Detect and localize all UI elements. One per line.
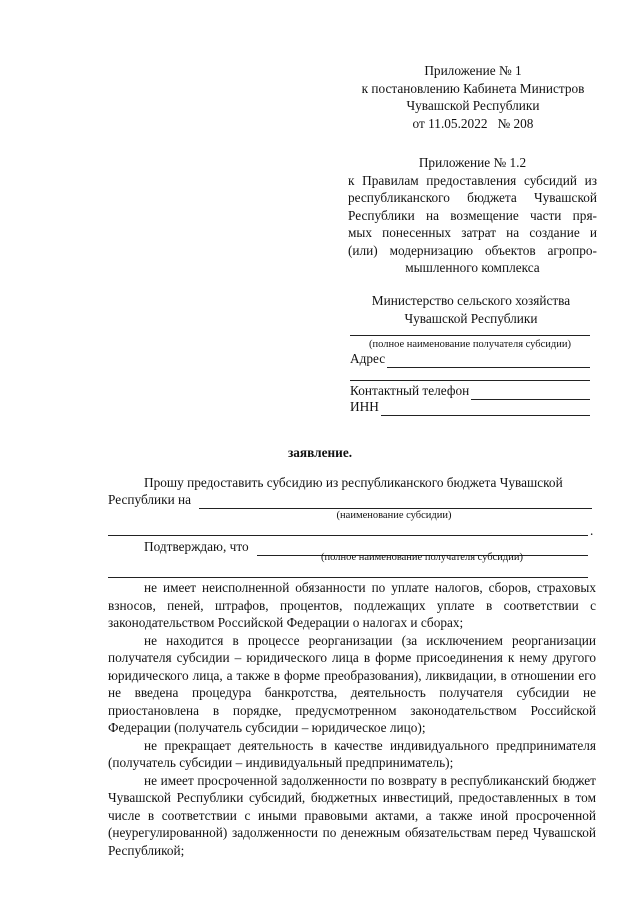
appendix-1-2-line: мышленного комплекса — [405, 260, 540, 275]
addressee-block — [350, 292, 592, 327]
ministry-name: Министерство сельского хозяйства — [371, 293, 571, 308]
appendix-1-header — [340, 62, 606, 132]
request-line-1: Прошу предоставить субсидию из республиканского бюджета Чувашской — [144, 475, 563, 490]
appendix-1-2-line: Республики на возмещение части пря- — [348, 207, 597, 223]
inn-label: ИНН — [350, 399, 379, 414]
confirm-recipient-hint: (полное наименование получателя субсидии) — [321, 552, 523, 563]
inn-row — [350, 398, 590, 416]
request-line-2 — [108, 491, 592, 509]
confirm-label: Подтверждаю, что — [144, 539, 249, 554]
appendix-1-2-title: Приложение № 1.2 — [418, 155, 527, 170]
inn-field[interactable] — [381, 403, 590, 416]
condition-item: не имеет просроченной задолженности по возврату в республиканский бюджет Чувашской Республики субсидий, бюджетных инвестиций, предоставленных в том числе в соответствии с иными правовыми актами, а также иной просроченной (неурегулированной) задолженности по денежным обязательствам перед Чувашской Республикой; — [108, 772, 596, 858]
address-field-line-2[interactable] — [350, 380, 590, 381]
appendix-1-2-line: (или) модернизацию объектов агропро- — [348, 242, 597, 258]
appendix-1-line: Приложение № 1 — [424, 63, 522, 78]
address-field[interactable] — [387, 355, 590, 368]
recipient-name-hint: (полное наименование получателя субсидии) — [369, 339, 571, 350]
address-row — [350, 350, 590, 368]
request-line-2-label: Республики на — [108, 492, 192, 507]
ministry-name: Чувашской Республики — [404, 310, 538, 326]
line-end-dot: . — [590, 523, 594, 538]
condition-item: не прекращает деятельность в качестве индивидуального предпринимателя (получатель субсидии – индивидуальный предприниматель); — [108, 737, 596, 770]
appendix-1-line: Чувашской Республики — [406, 98, 540, 113]
appendix-1-2-line: к Правилам предоставления субсидий из — [348, 172, 597, 188]
appendix-1-2-header — [348, 154, 597, 277]
subsidy-name-field[interactable] — [199, 496, 592, 509]
condition-item: не находится в процессе реорганизации (за исключением реорганизации получателя субсидии – юридического лица в форме присоединения к нему другого юридического лица, а также в форме преобразования), ликвидации, в отношении его не введена процедура банкротства, деятельность получателя субсидии не приостановлена в порядке, предусмотренном законодательством Российской Федерации (получатель субсидии – юридическое лицо); — [108, 632, 596, 735]
conditions-list — [108, 579, 596, 859]
phone-label: Контактный телефон — [350, 383, 470, 398]
confirm-recipient-field-line-2[interactable] — [108, 577, 588, 578]
appendix-1-2-line: мых понесенных затрат на создание и — [348, 225, 597, 240]
statement-title: заявление. — [287, 445, 353, 460]
address-label: Адрес — [350, 351, 386, 366]
appendix-1-line: к постановлению Кабинета Министров — [361, 80, 585, 96]
subsidy-name-hint: (наименование субсидии) — [336, 510, 452, 521]
appendix-1-2-line: республиканского бюджета Чувашской — [348, 190, 597, 205]
phone-row — [350, 382, 590, 400]
condition-item: не имеет неисполненной обязанности по уплате налогов, сборов, страховых взносов, пеней, штрафов, процентов, подлежащих уплате в соответствии с законодательством Российской Федерации о налогах и сборах; — [108, 580, 596, 630]
appendix-1-line: от 11.05.2022 № 208 — [412, 115, 534, 131]
recipient-name-field[interactable] — [350, 335, 590, 336]
subsidy-name-field-line-2[interactable] — [108, 535, 588, 536]
